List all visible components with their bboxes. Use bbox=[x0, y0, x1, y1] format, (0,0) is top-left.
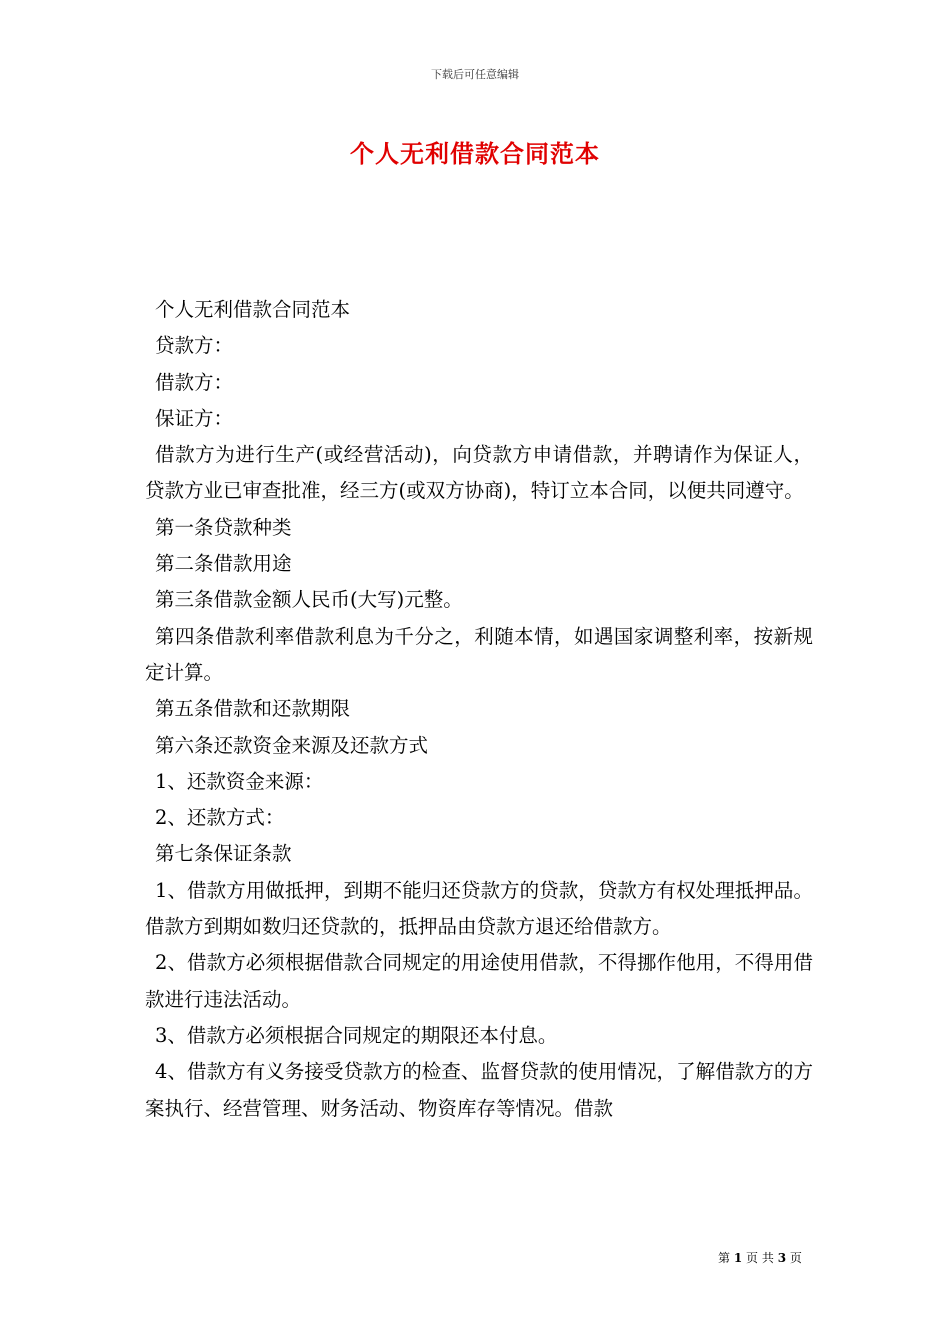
paragraph-article-7-item-3: 3、借款方必须根据合同规定的期限还本付息。 bbox=[155, 1023, 558, 1047]
paragraph-borrower: 借款方： bbox=[155, 370, 234, 394]
paragraph-lender: 贷款方： bbox=[155, 334, 234, 358]
footer-current-page: 1 bbox=[733, 1251, 743, 1265]
paragraph-article-7: 第七条保证条款 bbox=[155, 842, 292, 866]
paragraph-article-7-item-4: 4、借款方有义务接受贷款方的检查、监督贷款的使用情况，了解借款方的方案执行、经营管理、财务活动、物资库存等情况。借款 bbox=[145, 1060, 813, 1120]
footer-total-pages: 3 bbox=[777, 1251, 787, 1265]
footer-prefix: 第 bbox=[718, 1251, 731, 1265]
header-note: 下载后可任意编辑 bbox=[431, 68, 519, 81]
paragraph-article-6: 第六条还款资金来源及还款方式 bbox=[155, 733, 429, 757]
document-title: 个人无利借款合同范本 bbox=[350, 139, 600, 168]
footer-middle: 页 共 bbox=[746, 1251, 774, 1265]
paragraph-article-1: 第一条贷款种类 bbox=[155, 515, 292, 539]
document-body bbox=[145, 292, 813, 1127]
paragraph-article-5: 第五条借款和还款期限 bbox=[155, 697, 351, 721]
paragraph-article-7-item-2: 2、借款方必须根据借款合同规定的用途使用借款，不得挪作他用，不得用借款进行违法活动。 bbox=[145, 951, 813, 1011]
paragraph-article-3: 第三条借款金额人民币(大写)元整。 bbox=[155, 588, 463, 612]
paragraph-article-2: 第二条借款用途 bbox=[155, 552, 292, 576]
footer-suffix: 页 bbox=[789, 1251, 802, 1265]
paragraph-guarantor: 保证方： bbox=[155, 406, 234, 430]
paragraph-article-6-item-1: 1、还款资金来源： bbox=[155, 769, 324, 793]
page-footer bbox=[718, 1249, 802, 1266]
paragraph-article-4: 第四条借款利率借款利息为千分之，利随本情，如遇国家调整利率，按新规定计算。 bbox=[145, 624, 813, 684]
paragraph-article-7-item-1: 1、借款方用做抵押，到期不能归还贷款方的贷款，贷款方有权处理抵押品。借款方到期如数归还贷款的，抵押品由贷款方退还给借款方。 bbox=[145, 878, 813, 939]
paragraph-article-6-item-2: 2、还款方式： bbox=[155, 806, 285, 830]
paragraph-preamble: 借款方为进行生产(或经营活动)，向贷款方申请借款，并聘请作为保证人，贷款方业已审查批准，经三方(或双方协商)，特订立本合同，以便共同遵守。 bbox=[145, 443, 813, 503]
paragraph-heading: 个人无利借款合同范本 bbox=[155, 298, 351, 321]
